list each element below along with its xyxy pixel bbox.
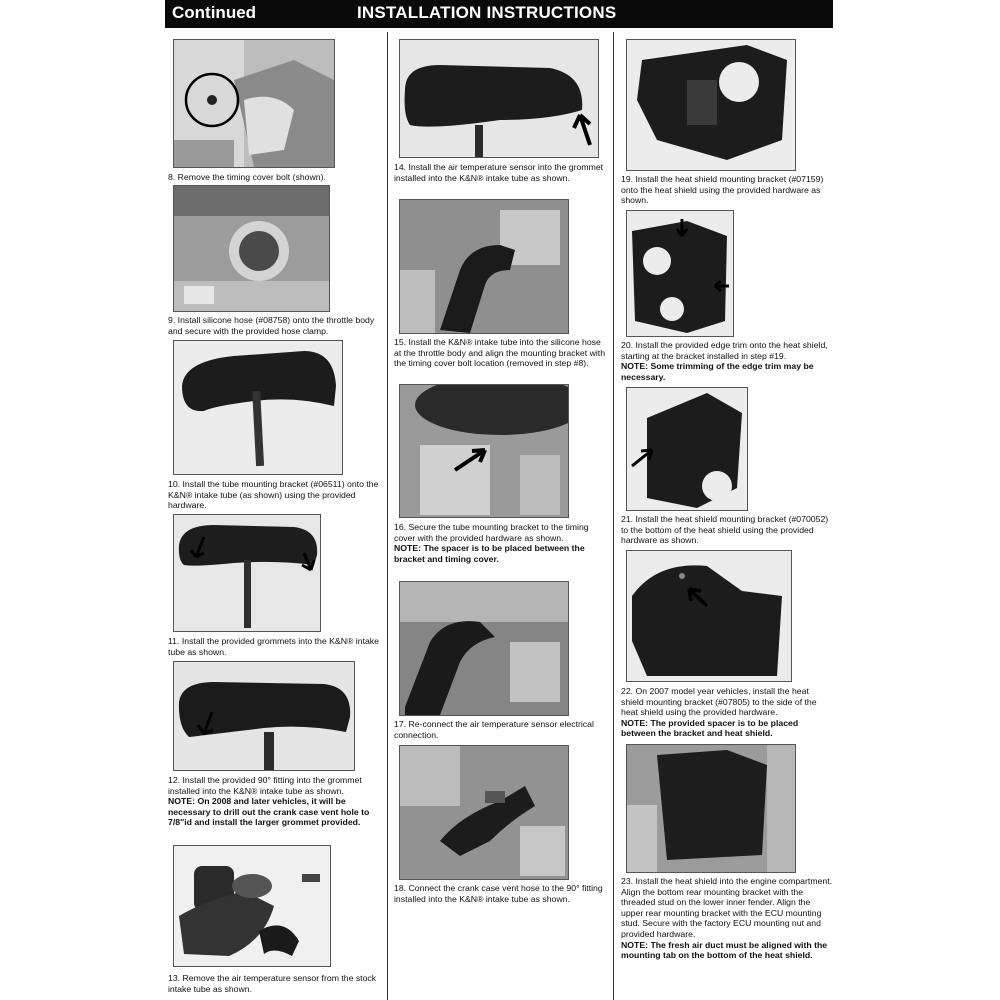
column-divider	[387, 32, 388, 1000]
step-9-caption	[168, 315, 380, 336]
step-8-caption	[168, 172, 380, 183]
step-17-text: 17. Re-connect the air temperature sensor electrical connection.	[394, 719, 594, 740]
step-20-note: NOTE: Some trimming of the edge trim may be necessary.	[621, 361, 814, 382]
step-15-photo	[399, 199, 569, 334]
step-22-caption	[621, 686, 833, 739]
step-12-text: 12. Install the provided 90° fitting into the grommet installed into the K&N® intake tube as shown.	[168, 775, 362, 796]
step-18-photo	[399, 745, 569, 880]
step-10-caption	[168, 479, 380, 511]
step-8-photo	[173, 39, 335, 168]
step-23-note: NOTE: The fresh air duct must be aligned with the mounting tab on the bottom of the heat shield.	[621, 939, 828, 961]
step-14-caption	[394, 162, 606, 183]
step-12-note: NOTE: On 2008 and later vehicles, it will be necessary to drill out the crank case vent hole to 7/8"id and install the larger grommet provided.	[168, 796, 370, 828]
step-14-text: 14. Install the air temperature sensor into the grommet installed into the K&N® intake tube as shown.	[394, 162, 604, 183]
step-22-text: 22. On 2007 model year vehicles, install the heat shield mounting bracket (#07805) to the side of the heat shield using the provided hardware.	[621, 686, 817, 718]
step-21-text: 21. Install the heat shield mounting bracket (#070052) to the bottom of the heat shield using the provided hardware as shown.	[621, 514, 829, 546]
step-22-photo	[626, 550, 792, 682]
step-23-photo	[626, 744, 796, 873]
step-21-caption	[621, 514, 833, 546]
continued-label: Continued	[172, 3, 257, 22]
step-13-text: 13. Remove the air temperature sensor from the stock intake tube as shown.	[168, 973, 377, 994]
step-19-text: 19. Install the heat shield mounting bracket (#07159) onto the heat shield using the provided hardware as shown.	[621, 174, 824, 206]
step-13-photo	[173, 845, 331, 967]
step-11-text: 11. Install the provided grommets into the K&N® intake tube as shown.	[168, 636, 379, 657]
header-bar	[165, 0, 833, 28]
column-divider	[613, 32, 614, 1000]
step-18-caption	[394, 883, 606, 904]
step-17-photo	[399, 581, 569, 716]
step-21-photo	[626, 387, 748, 511]
step-14-photo	[399, 39, 599, 158]
page-title: INSTALLATION INSTRUCTIONS	[357, 3, 617, 22]
step-10-text: 10. Install the tube mounting bracket (#06511) onto the K&N® intake tube (as shown) using the provided hardware.	[168, 479, 379, 511]
step-16-text: 16. Secure the tube mounting bracket to the timing cover with the provided hardware as shown.	[394, 522, 589, 543]
step-11-photo	[173, 514, 321, 632]
step-20-photo	[626, 210, 734, 337]
step-20-text: 20. Install the provided edge trim onto the heat shield, starting at the bracket installed in step #19.	[621, 340, 828, 361]
step-23-caption	[621, 876, 833, 961]
step-15-caption	[394, 337, 606, 369]
step-17-caption	[394, 719, 606, 740]
step-9-photo	[173, 185, 330, 312]
step-9-text: 9. Install silicone hose (#08758) onto the throttle body and secure with the provided hose clamp.	[168, 315, 375, 336]
step-13-caption	[168, 973, 380, 994]
step-23-text: 23. Install the heat shield into the engine compartment. Align the bottom rear mounting bracket with the threaded stud on the lower inner fender. Align the upper rear mounting bracket with the ECU mounting stud. Secure with the factory ECU mounting nut and provided hardware.	[621, 876, 833, 939]
step-10-photo	[173, 340, 343, 475]
step-12-photo	[173, 661, 355, 771]
step-12-caption	[168, 775, 380, 828]
step-19-caption	[621, 174, 833, 206]
step-19-photo	[626, 39, 796, 171]
step-16-caption	[394, 522, 606, 564]
step-11-caption	[168, 636, 380, 657]
step-16-photo	[399, 384, 569, 518]
step-22-note: NOTE: The provided spacer is to be placed between the bracket and heat shield.	[621, 717, 799, 739]
step-18-text: 18. Connect the crank case vent hose to the 90° fitting installed into the K&N® intake tube as shown.	[394, 883, 603, 904]
step-15-text: 15. Install the K&N® intake tube into the silicone hose at the throttle body and align the mounting bracket with the timing cover bolt location (removed in step #8).	[394, 337, 606, 369]
step-20-caption	[621, 340, 833, 382]
step-16-note: NOTE: The spacer is to be placed between the bracket and timing cover.	[394, 543, 585, 564]
step-8-text: 8. Remove the timing cover bolt (shown).	[168, 172, 326, 182]
